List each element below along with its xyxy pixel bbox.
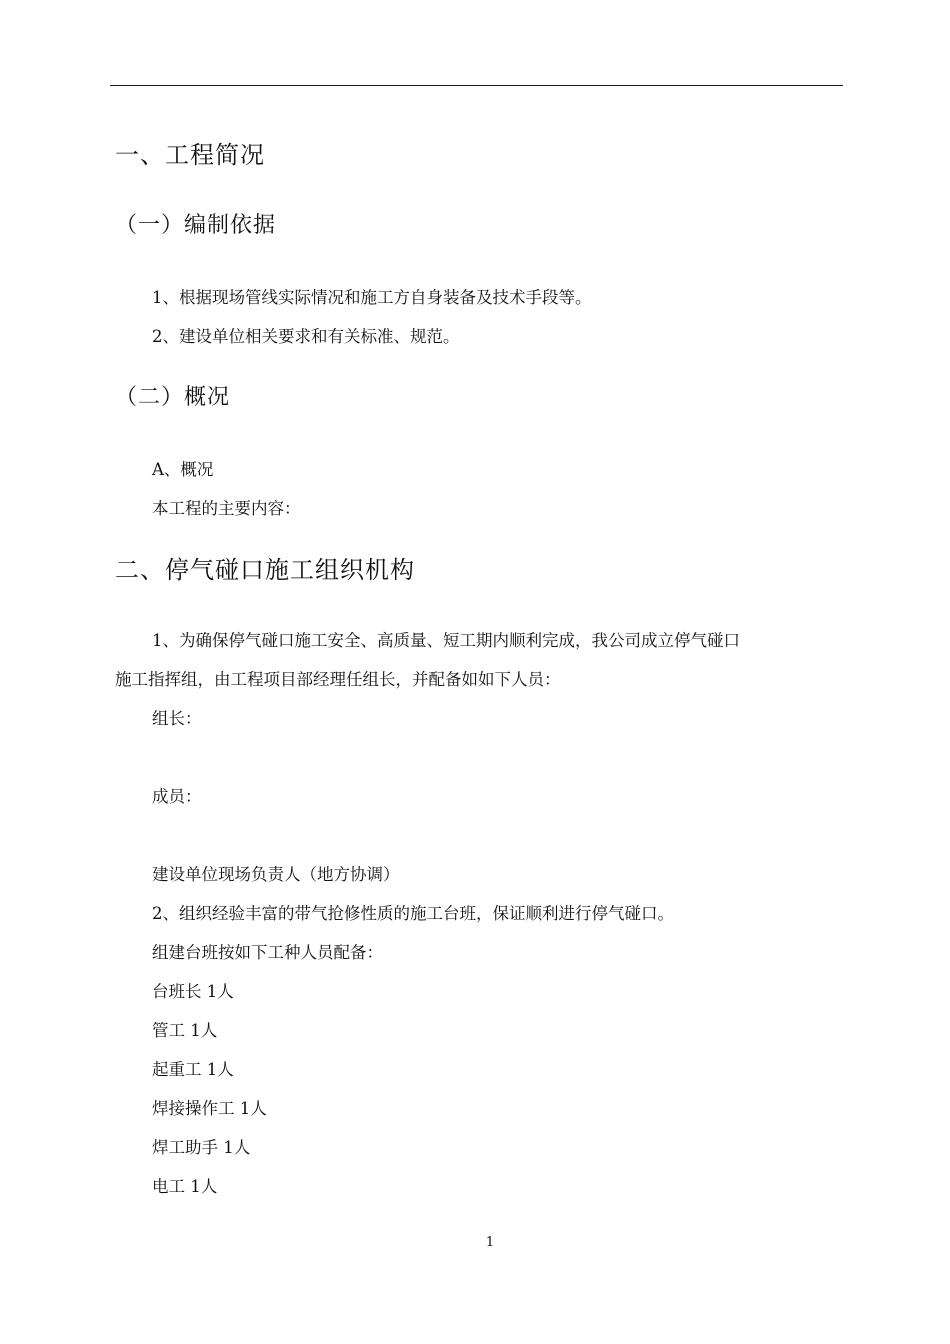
org-paragraph-line-2: 施工指挥组，由工程项目部经理任组长，并配备如如下人员：: [115, 670, 561, 689]
crew-paragraph: 2、组织经验丰富的带气抢修性质的施工台班，保证顺利进行停气碰口。: [152, 904, 674, 923]
org-paragraph-line-1: 1、为确保停气碰口施工安全、高质量、短工期内顺利完成，我公司成立停气碰口: [152, 631, 740, 650]
crew-item: 电工 1人: [152, 1177, 218, 1196]
crew-item: 管工 1人: [152, 1021, 218, 1040]
section-2-title: 二、停气碰口施工组织机构: [115, 556, 415, 584]
section-1-title: 一、工程简况: [115, 141, 265, 169]
header-rule: [110, 85, 843, 86]
crew-item: 焊接操作工 1人: [152, 1099, 267, 1118]
section-1-2-title: （二）概况: [115, 385, 231, 410]
overview-text: 本工程的主要内容：: [152, 499, 301, 518]
leader-label: 组长：: [152, 709, 202, 728]
crew-item: 台班长 1人: [152, 982, 234, 1001]
basis-item-1: 1、根据现场管线实际情况和施工方自身装备及技术手段等。: [152, 288, 592, 307]
crew-item: 焊工助手 1人: [152, 1138, 251, 1157]
crew-intro: 组建台班按如下工种人员配备：: [152, 943, 383, 962]
overview-subheading: A、概况: [152, 460, 214, 479]
owner-representative: 建设单位现场负责人（地方协调）: [152, 865, 400, 884]
page-number: 1: [485, 1235, 495, 1250]
section-1-1-title: （一）编制依据: [115, 213, 277, 238]
members-label: 成员：: [152, 787, 202, 806]
crew-item: 起重工 1人: [152, 1060, 234, 1079]
basis-item-2: 2、建设单位相关要求和有关标准、规范。: [152, 327, 460, 346]
